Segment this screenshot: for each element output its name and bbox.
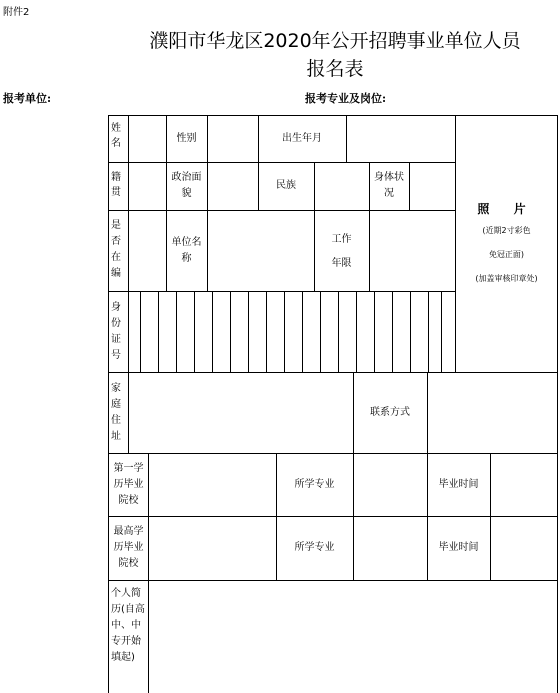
id-digit-line — [248, 291, 249, 372]
id-digit-line — [441, 291, 442, 372]
form-border — [557, 115, 558, 693]
col-line — [128, 115, 129, 291]
id-digit-line — [428, 291, 429, 372]
col-line — [490, 453, 491, 580]
photo-note: (加盖审核印章处) — [475, 274, 538, 283]
row-line — [108, 580, 558, 581]
id-digit-line — [140, 291, 141, 372]
attachment-label: 附件2 — [3, 7, 30, 18]
graduation-time-label-2: 毕业时间 — [438, 542, 479, 553]
col-line — [455, 115, 456, 372]
col-line — [427, 372, 428, 453]
form-border — [108, 115, 109, 693]
col-line — [369, 210, 370, 291]
row-line — [108, 372, 558, 373]
id-digit-line — [194, 291, 195, 372]
id-digit-line — [212, 291, 213, 372]
apply-major-label: 报考专业及岗位: — [305, 92, 387, 105]
id-number-label: 身份证号 — [111, 302, 121, 361]
major-label-1: 所学专业 — [294, 478, 335, 490]
native-place-label: 籍贯 — [111, 172, 121, 198]
id-digit-line — [356, 291, 357, 372]
health-label: 身体状况 — [374, 172, 404, 199]
id-digit-line — [284, 291, 285, 372]
id-digit-line — [392, 291, 393, 372]
id-digit-line — [374, 291, 375, 372]
political-status-label: 政治面貌 — [171, 172, 202, 199]
id-digit-line — [176, 291, 177, 372]
unit-name-label: 单位名称 — [171, 236, 202, 264]
name-label: 姓名 — [111, 123, 121, 149]
birth-label: 出生年月 — [282, 132, 322, 144]
first-school-label: 第一学历毕业院校 — [113, 462, 144, 506]
photo-note: 免冠正面) — [488, 250, 525, 259]
employment-status-label: 是否在编 — [111, 220, 121, 279]
col-line — [353, 453, 354, 580]
work-years-label: 工作 — [331, 234, 352, 245]
apply-unit-label: 报考单位: — [3, 92, 52, 105]
id-digit-line — [320, 291, 321, 372]
photo-note: (近期2寸彩色 — [482, 226, 531, 235]
id-digit-line — [158, 291, 159, 372]
id-digit-line — [230, 291, 231, 372]
page-subtitle: 报名表 — [306, 58, 364, 80]
id-digit-line — [302, 291, 303, 372]
major-label-2: 所学专业 — [294, 542, 335, 553]
work-years-label: 年限 — [331, 258, 352, 269]
col-line — [148, 453, 149, 693]
photo-title: 照 片 — [477, 202, 536, 216]
col-line — [207, 115, 208, 210]
col-line — [207, 210, 208, 291]
col-line — [409, 162, 410, 210]
row-line — [108, 291, 455, 292]
id-digit-line — [128, 291, 129, 372]
resume-label: 个人简历(自高中、中专开始填起) — [111, 588, 145, 663]
gender-label: 性别 — [176, 132, 197, 144]
home-address-label: 家庭住址 — [111, 383, 121, 442]
id-digit-line — [410, 291, 411, 372]
highest-school-label: 最高学历毕业院校 — [113, 526, 144, 569]
page-title: 濮阳市华龙区2020年公开招聘事业单位人员 — [149, 30, 521, 52]
ethnicity-label: 民族 — [276, 180, 296, 191]
row-line — [108, 210, 455, 211]
graduation-time-label-1: 毕业时间 — [438, 478, 479, 490]
id-digit-line — [338, 291, 339, 372]
col-line — [346, 115, 347, 162]
id-digit-line — [266, 291, 267, 372]
col-line — [128, 372, 129, 453]
contact-label: 联系方式 — [370, 406, 410, 418]
